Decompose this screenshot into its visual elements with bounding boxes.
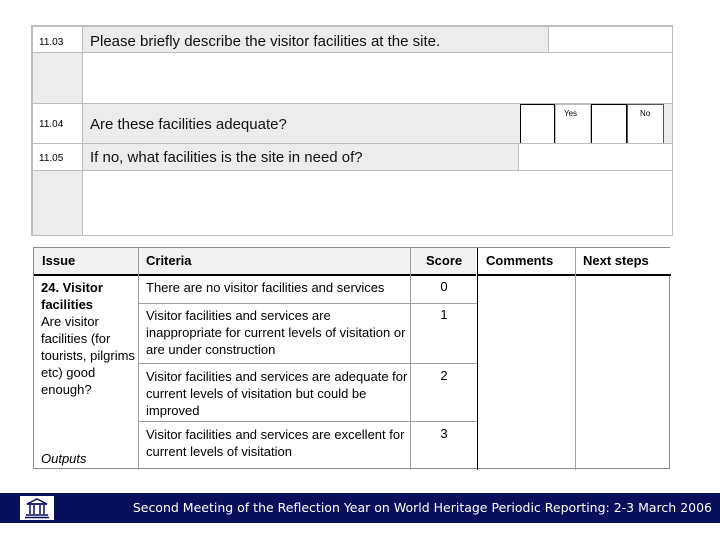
row-divider: [138, 363, 477, 364]
question-number-11-04: 11.04: [32, 103, 83, 144]
next-steps-field[interactable]: [576, 276, 670, 469]
issue-title: 24. Visitor facilities: [41, 280, 103, 312]
criteria-row-3: Visitor facilities and services are excellent for current levels of visitation: [146, 427, 405, 459]
answer-margin-11-03: [32, 52, 83, 104]
yes-label: Yes: [564, 109, 578, 118]
question-number-11-03: 11.03: [32, 26, 83, 53]
no-checkbox[interactable]: [591, 104, 627, 144]
question-number-11-05: 11.05: [32, 143, 83, 171]
needs-textarea-11-05[interactable]: [82, 170, 673, 236]
score-row-2: 2: [440, 368, 448, 383]
description-textarea-11-03[interactable]: [82, 52, 673, 104]
unesco-temple-icon: [20, 496, 54, 520]
yes-checkbox[interactable]: [520, 104, 555, 144]
header-criteria: Criteria: [138, 248, 410, 276]
footer-text: Second Meeting of the Reflection Year on World Heritage Periodic Reporting: 2-3 March 2006: [132, 500, 712, 515]
issue-text: Are visitor facilities (for tourists, pilgrims etc) good enough?: [41, 314, 135, 397]
score-row-3: 3: [440, 426, 448, 441]
answer-margin-11-05: [32, 170, 83, 236]
header-issue: Issue: [34, 248, 138, 276]
divider: [138, 248, 139, 470]
outputs-label: Outputs: [41, 451, 87, 466]
evaluation-table: [33, 247, 670, 469]
answer-cell-11-03[interactable]: [548, 26, 673, 53]
question-text-11-04: Are these facilities adequate?: [82, 103, 673, 144]
answer-cell-11-05[interactable]: [518, 143, 673, 171]
footer-bar: [0, 493, 720, 523]
header-comments: Comments: [478, 248, 575, 276]
criteria-row-0: There are no visitor facilities and services: [146, 280, 385, 295]
header-next-steps: Next steps: [575, 248, 671, 276]
score-row-1: 1: [440, 307, 448, 322]
question-text-11-05: If no, what facilities is the site in need of?: [82, 143, 519, 171]
score-row-0: 0: [440, 279, 448, 294]
row-divider: [138, 421, 477, 422]
no-label: No: [640, 109, 651, 118]
criteria-row-2: Visitor facilities and services are adequate for current levels of visitation but could be improved: [146, 369, 408, 418]
question-text-11-03: Please briefly describe the visitor facilities at the site.: [82, 26, 549, 53]
header-score: Score: [410, 248, 476, 276]
criteria-row-1: Visitor facilities and services are inappropriate for current levels of visitation or are under construction: [146, 308, 406, 357]
row-divider: [138, 303, 477, 304]
yes-label-cell: [555, 104, 591, 144]
comments-field[interactable]: [478, 276, 575, 469]
no-label-cell: [627, 104, 664, 144]
questionnaire-form: [31, 25, 673, 236]
